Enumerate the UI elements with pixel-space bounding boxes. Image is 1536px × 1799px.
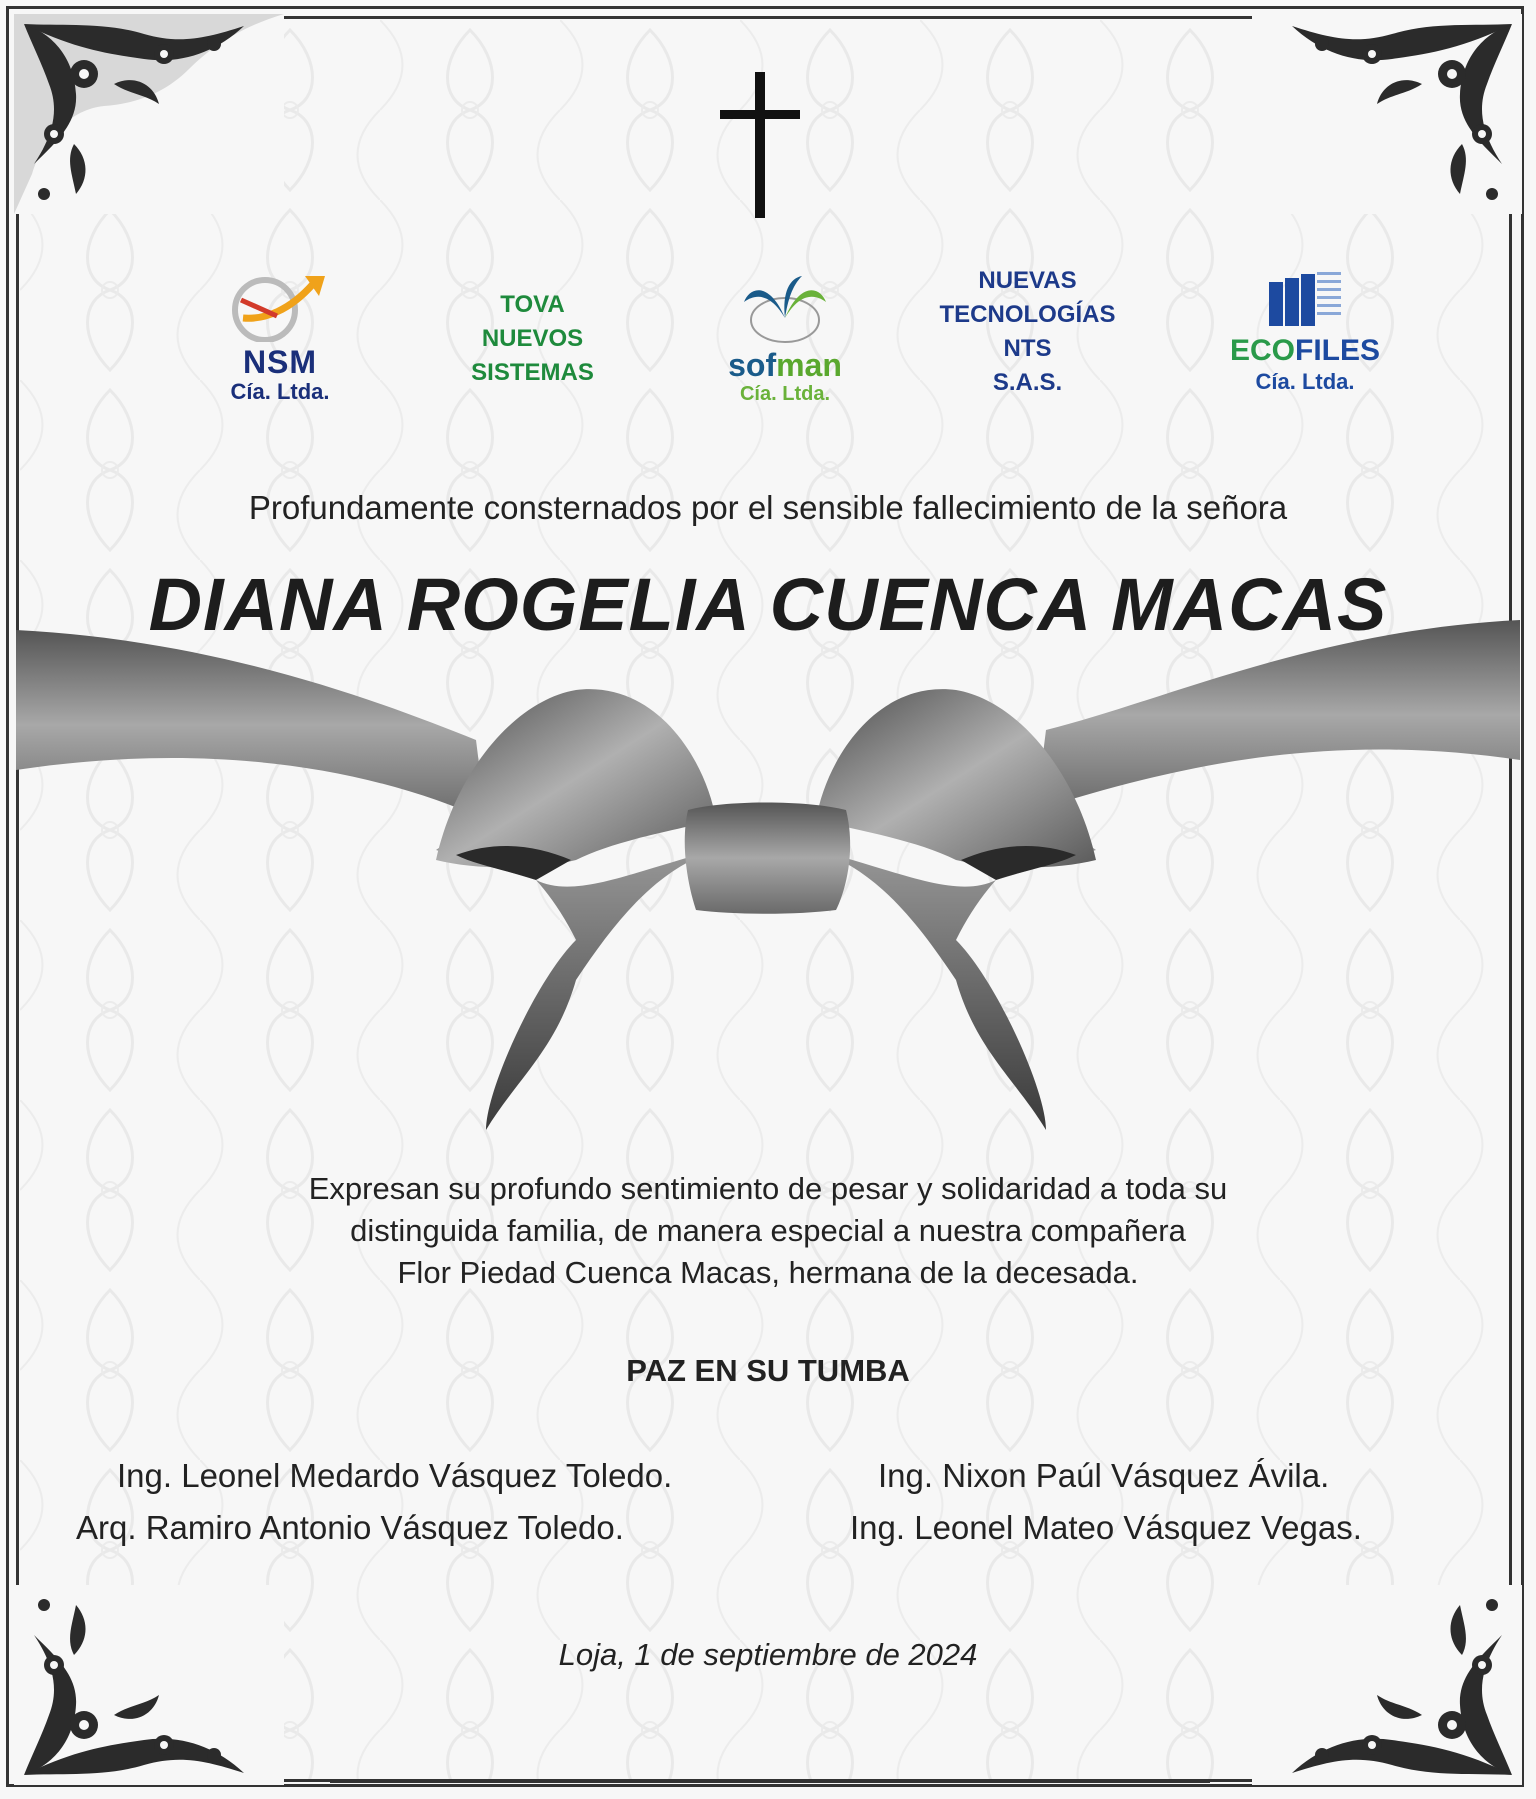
- ecofiles-brand-b: FILES: [1295, 334, 1381, 367]
- sofman-palm-icon: [740, 272, 830, 344]
- ecofiles-sub: Cía. Ltda.: [1255, 369, 1355, 394]
- cross-icon: [720, 72, 800, 218]
- closing-phrase: PAZ EN SU TUMBA: [626, 1353, 910, 1388]
- logo-ecofiles: [1220, 268, 1390, 395]
- logo-nsm: [205, 270, 355, 405]
- signatory-left: Ing. Leonel Medardo Vásquez Toledo.: [117, 1457, 673, 1494]
- floral-corner-ornament: [14, 1585, 284, 1785]
- message-line: Flor Piedad Cuenca Macas, hermana de la decesada.: [397, 1255, 1139, 1290]
- floral-corner-ornament: [1252, 1585, 1522, 1785]
- floral-corner-ornament: [14, 14, 284, 214]
- ecofiles-brand: [1220, 335, 1390, 367]
- deceased-name: DIANA ROGELIA CUENCA MACAS: [148, 563, 1388, 646]
- nts-line: NTS: [1003, 335, 1052, 362]
- place-date: Loja, 1 de septiembre de 2024: [558, 1637, 978, 1672]
- message-line: Expresan su profundo sentimiento de pesar y solidaridad a toda su: [308, 1171, 1228, 1206]
- nsm-brand: NSM: [242, 344, 318, 380]
- tova-line: SISTEMAS: [471, 359, 594, 386]
- signatory-right: Ing. Nixon Paúl Vásquez Ávila.: [878, 1457, 1330, 1494]
- sofman-brand: [720, 349, 850, 381]
- sofman-brand-b: man: [776, 347, 842, 383]
- black-ribbon-bow: [16, 620, 1520, 1150]
- sofman-brand-a: sof: [728, 347, 777, 383]
- message-line: distinguida familia, de manera especial a nuestra compañera: [350, 1213, 1186, 1248]
- nts-line: S.A.S.: [992, 369, 1063, 396]
- logo-nts: [925, 264, 1130, 400]
- condolence-message: [150, 1168, 1386, 1294]
- logo-sofman: [720, 272, 850, 406]
- top-border-line: [352, 16, 1190, 19]
- intro-text: Profundamente consternados por el sensible fallecimiento de la señora: [248, 489, 1288, 526]
- logo-tova: [450, 288, 615, 390]
- tova-line: TOVA: [500, 291, 565, 318]
- sofman-sub: Cía. Ltda.: [739, 383, 830, 405]
- nsm-sub: Cía. Ltda.: [230, 379, 330, 404]
- nts-line: NUEVAS: [978, 267, 1077, 294]
- tova-line: NUEVOS: [481, 325, 584, 352]
- floral-corner-ornament: [1252, 14, 1522, 214]
- bottom-border-line: [330, 1780, 1210, 1783]
- nsm-swoosh-icon: [225, 270, 335, 342]
- ecofiles-server-icon: [1265, 268, 1345, 330]
- ecofiles-brand-a: ECO: [1229, 334, 1295, 367]
- signatory-left: Arq. Ramiro Antonio Vásquez Toledo.: [76, 1509, 624, 1546]
- nts-line: TECNOLOGÍAS: [939, 301, 1116, 328]
- signatory-right: Ing. Leonel Mateo Vásquez Vegas.: [850, 1509, 1362, 1546]
